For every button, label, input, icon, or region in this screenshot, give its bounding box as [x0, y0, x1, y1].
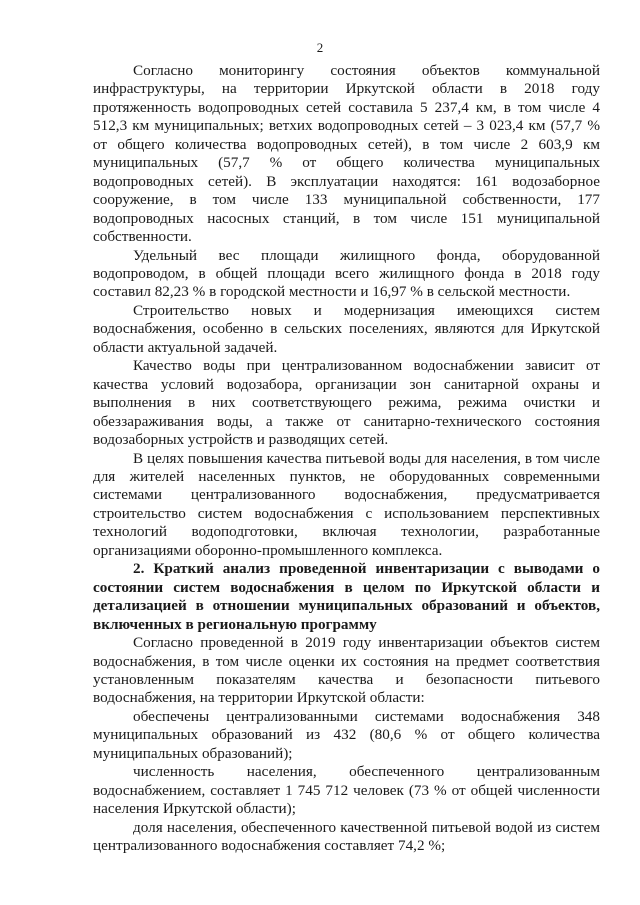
document-body [93, 62, 600, 855]
paragraph-inventory: Согласно проведенной в 2019 году инвентаризации объектов систем водоснабжения, в том числе оценки их состояния на предмет соответствия установленным показателям качества и безопасности питьевого водоснабжения, на территории Иркутской области: [93, 634, 600, 707]
page-number: 2 [316, 40, 324, 55]
section-heading: 2. Краткий анализ проведенной инвентаризации с выводами о состоянии систем водоснабжения в целом по Иркутской области и детализацией в отношении муниципальных образований и объектов, включенных в региональную программу [93, 560, 600, 633]
paragraph-quality-water-share: доля населения, обеспеченного качественной питьевой водой из систем централизованного водоснабжения составляет 74,2 %; [93, 818, 600, 855]
paragraph-water-quality: Качество воды при централизованном водоснабжении зависит от качества условий водозабора, организации зон санитарной охраны и выполнения в них соответствующего режима, режима очистки и обеззараживания воды, а также от санитарно-технического состояния водозаборных устройств и разводящих сетей. [93, 357, 600, 449]
paragraph-municipalities-covered: обеспечены централизованными системами водоснабжения 348 муниципальных образований из 432 (80,6 % от общего количества муниципальных образований); [93, 707, 600, 762]
paragraph-construction: Строительство новых и модернизация имеющихся систем водоснабжения, особенно в сельских поселениях, являются для Иркутской области актуальной задачей. [93, 301, 600, 356]
paragraph-water-networks: Согласно мониторингу состояния объектов коммунальной инфраструктуры, на территории Иркутской области в 2018 году протяженность водопроводных сетей составила 5 237,4 км, в том числе 4 512,3 км муниципальных; ветхих водопроводных сетей – 3 023,4 км (57,7 % от общего количества водопроводных сетей), в том числе 2 603,9 км муниципальных (57,7 % от общего количества муниципальных водопроводных сетей). В эксплуатации находятся: 161 водозаборное сооружение, в том числе 133 муниципальной собственности, 177 водопроводных насосных станций, в том числе 151 муниципальной собственности. [93, 62, 600, 246]
paragraph-housing-share: Удельный вес площади жилищного фонда, оборудованной водопроводом, в общей площади всего жилищного фонда в 2018 году составил 82,23 % в городской местности и 16,97 % в сельской местности. [93, 246, 600, 301]
paragraph-population-covered: численность населения, обеспеченного централизованным водоснабжением, составляет 1 745 712 человек (73 % от общей численности населения Иркутской области); [93, 763, 600, 818]
paragraph-quality-improvement: В целях повышения качества питьевой воды для населения, в том числе для жителей населенных пунктов, не оборудованных современными системами централизованного водоснабжения, предусматривается строительство систем водоснабжения с использованием перспективных технологий водоподготовки, включая технологии, разработанные организациями оборонно-промышленного комплекса. [93, 449, 600, 559]
